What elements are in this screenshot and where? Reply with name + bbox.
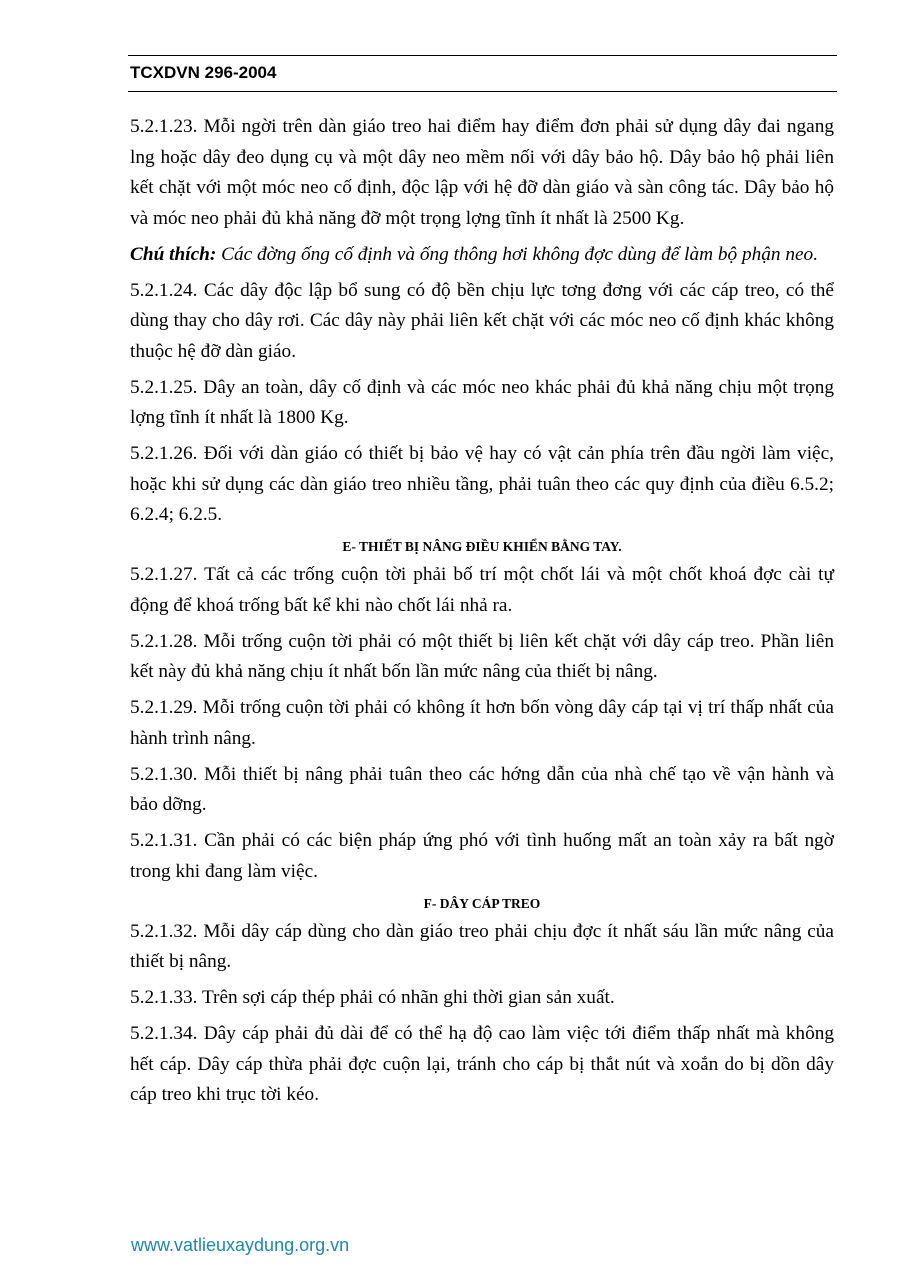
clause-5-2-1-34: 5.2.1.34. Dây cáp phải đủ dài để có thể hạ độ cao làm việc tới điểm thấp nhất mà không hết cáp. Dây cáp thừa phải đợc cuộn lại, tránh cho cáp bị thắt nút và xoắn do bị dồn dây cáp treo khi trục tời kéo. bbox=[130, 1023, 834, 1105]
note-paragraph bbox=[130, 240, 834, 271]
clause-5-2-1-31: 5.2.1.31. Cần phải có các biện pháp ứng phó với tình huống mất an toàn xảy ra bất ngờ trong khi đang làm việc. bbox=[130, 830, 834, 882]
clause-5-2-1-33: 5.2.1.33. Trên sợi cáp thép phải có nhãn ghi thời gian sản xuất. bbox=[130, 987, 615, 1008]
clause-5-2-1-28: 5.2.1.28. Mỗi trống cuộn tời phải có một thiết bị liên kết chặt với dây cáp treo. Phần liên kết này đủ khả năng chịu ít nhất bốn lần mức nâng của thiết bị nâng. bbox=[130, 630, 834, 682]
document-code: TCXDVN 296-2004 bbox=[130, 63, 277, 82]
clause-5-2-1-32: 5.2.1.32. Mỗi dây cáp dùng cho dàn giáo treo phải chịu đợc ít nhất sáu lần mức nâng của thiết bị nâng. bbox=[130, 920, 834, 972]
clause-5-2-1-24: 5.2.1.24. Các dây độc lập bổ sung có độ bền chịu lực tơng đơng với các cáp treo, có thể dùng thay cho dây rơi. Các dây này phải liên kết chặt với các móc neo cố định khác không thuộc hệ đỡ dàn giáo. bbox=[130, 279, 834, 362]
header-top-rule bbox=[128, 55, 837, 56]
note-label: Chú thích: bbox=[130, 243, 217, 265]
header-bottom-rule bbox=[128, 91, 837, 92]
note-text: Các đờng ống cố định và ống thông hơi không đợc dùng để làm bộ phận neo. bbox=[216, 243, 819, 265]
clause-5-2-1-23: 5.2.1.23. Mỗi ngời trên dàn giáo treo hai điểm hay điểm đơn phải sử dụng dây đai ngang lng hoặc dây đeo dụng cụ và một dây neo mềm nối với dây bảo hộ. Dây bảo hộ phải liên kết chặt với một móc neo cố định, độc lập với hệ đỡ dàn giáo và sàn công tác. Dây bảo hộ và móc neo phải đủ khả năng đỡ một trọng lợng tĩnh ít nhất là 2500 Kg. bbox=[130, 116, 834, 229]
clause-5-2-1-26: 5.2.1.26. Đối với dàn giáo có thiết bị bảo vệ hay có vật cản phía trên đầu ngời làm việc, hoặc khi sử dụng các dàn giáo treo nhiều tầng, phải tuân theo các quy định của điều 6.5.2; 6.2.4; 6.2.5. bbox=[130, 443, 834, 525]
clause-5-2-1-25: 5.2.1.25. Dây an toàn, dây cố định và các móc neo khác phải đủ khả năng chịu một trọng lợng tĩnh ít nhất là 1800 Kg. bbox=[130, 376, 834, 428]
section-heading-e: E- THIẾT BỊ NÂNG ĐIỀU KHIỂN BẰNG TAY. bbox=[342, 539, 622, 554]
clause-5-2-1-27: 5.2.1.27. Tất cả các trống cuộn tời phải bố trí một chốt lái và một chốt khoá đợc cài tự động để khoá trống bất kể khi nào chốt lái nhả ra. bbox=[130, 564, 834, 616]
document-body bbox=[130, 112, 834, 1116]
section-heading-f: F- DÂY CÁP TREO bbox=[423, 895, 541, 911]
footer-website-link[interactable]: www.vatlieuxaydung.org.vn bbox=[131, 1235, 350, 1255]
clause-5-2-1-30: 5.2.1.30. Mỗi thiết bị nâng phải tuân theo các hớng dẫn của nhà chế tạo về vận hành và bảo dỡng. bbox=[130, 763, 834, 815]
clause-5-2-1-29: 5.2.1.29. Mỗi trống cuộn tời phải có không ít hơn bốn vòng dây cáp tại vị trí thấp nhất của hành trình nâng. bbox=[130, 697, 834, 749]
